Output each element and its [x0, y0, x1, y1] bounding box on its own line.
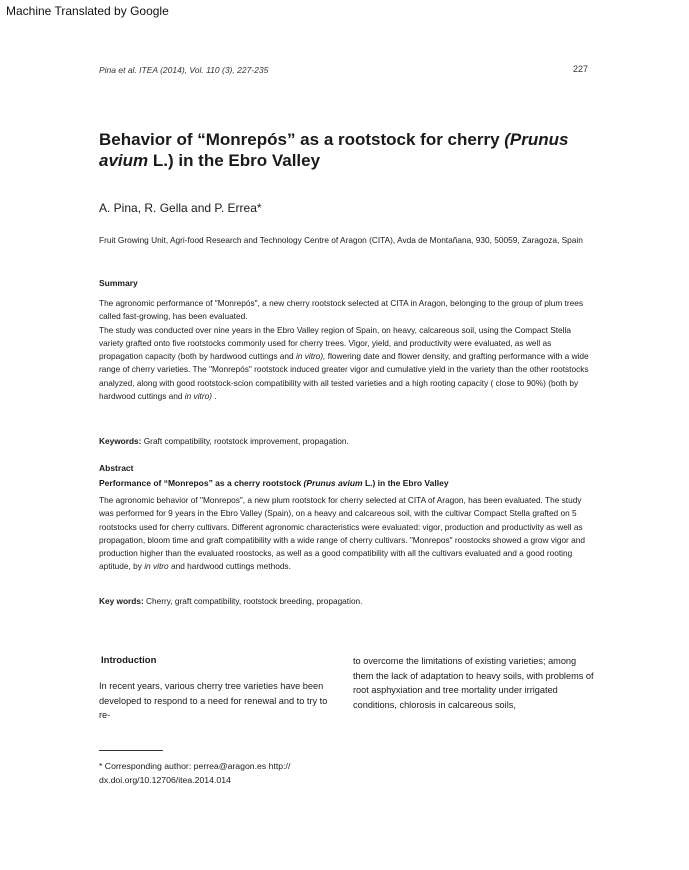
abstract-subtitle-b: L.) in the Ebro Valley	[362, 478, 449, 488]
paper-title	[99, 129, 599, 171]
summary-p2-text-a: The study was conducted over nine years in the Ebro Valley region of Spain, on heavy, calcareous soil, using the Compact Stella variety grafted onto five rootstocks commonly used for cherry trees. Vigor, yield, and productivity were evaluated, as well as propagation capacity (both by hardwood cuttings and	[99, 324, 571, 362]
summary-p2-text-c: .	[212, 391, 217, 402]
summary-p2-text-b: flowering date and flower density, and grafting performance with a wide range of cherry varieties. The "Monrepós" rootstock induced greater vigor and cumulative yield in the variety than the other rootstocks analyzed, along with good rootstock-scion compatibility with all tested varieties and a high rooting capacity ( close to 90%) (both by hardwood cuttings and	[99, 351, 589, 402]
abstract-subtitle	[99, 478, 449, 488]
footnote: * Corresponding author: perrea@aragon.es http:// dx.doi.org/10.12706/itea.2014.014	[99, 761, 291, 785]
keywords	[99, 436, 349, 446]
summary-paragraph-1: The agronomic performance of "Monrepós", a new cherry rootstock selected at CITA in Aragon, belonging to the group of plum trees called fast-growing, has been evaluated.	[99, 298, 583, 322]
translation-banner: Machine Translated by Google	[6, 4, 169, 18]
abstract-subtitle-italic: (Prunus avium	[303, 478, 363, 488]
key-words	[99, 596, 362, 606]
title-main: Behavior of “Monrepós” as a rootstock for cherry	[99, 130, 505, 149]
authors: A. Pina, R. Gella and P. Errea*	[99, 201, 262, 215]
summary-body	[99, 297, 595, 403]
key-words-text: Cherry, graft compatibility, rootstock breeding, propagation.	[143, 596, 363, 606]
abstract-body	[99, 494, 595, 574]
page-number: 227	[573, 64, 589, 74]
footnote-rule	[99, 750, 163, 751]
introduction-heading: Introduction	[101, 655, 157, 666]
introduction-left-column: In recent years, various cherry tree varieties have been developed to respond to a need for renewal and to try to re-	[99, 681, 328, 721]
affiliation: Fruit Growing Unit, Agri-food Research and Technology Centre of Aragon (CITA), Avda de Montañana, 930, 50059, Zaragoza, Spain	[99, 235, 583, 245]
title-species: (Prunus avium	[99, 130, 569, 170]
abstract-subtitle-a: Performance of “Monrepos” as a cherry rootstock	[99, 478, 304, 488]
abstract-heading: Abstract	[99, 463, 134, 473]
abstract-body-b: and hardwood cuttings methods.	[168, 561, 291, 572]
title-tail: L.) in the Ebro Valley	[148, 151, 321, 170]
abstract-body-italic: in vitro	[144, 561, 169, 572]
summary-p2-italic-1: in vitro),	[295, 351, 326, 362]
summary-p2-italic-2: in vitro)	[184, 391, 212, 402]
summary-heading: Summary	[99, 278, 138, 288]
keywords-text: Graft compatibility, rootstock improvement, propagation.	[141, 436, 349, 446]
summary-paragraph-2	[99, 324, 595, 404]
abstract-body-a: The agronomic behavior of "Monrepos", a new plum rootstock for cherry selected at CITA of Aragon, has been evaluated. The study was performed for 9 years in the Ebro Valley (Spain), on a heavy and calcareous soil, with the cultivar Compact Stella grafted on 5 rootstocks used for cherry cultivars. Different agronomic characteristics were evaluated: vigor, production and productivity as well as propagation, bloom time and graft compatibility with a wide range of cherry cultivars. "Monrepos" roostocks showed a grow vigor and production higher than the evaluated roostocks, as well as a good compatibility with all the cultivars evaluated and a good rooting aptitude, by	[99, 495, 585, 572]
introduction-right-column: to overcome the limitations of existing varieties; among them the lack of adaptation to heavy soils, with problems of root asphyxiation and tree mortality under irrigated conditions, chlorosis in calcareous soils,	[353, 656, 594, 710]
keywords-label: Keywords:	[99, 436, 142, 446]
journal-citation: Pina et al. ITEA (2014), Vol. 110 (3), 227-235	[99, 65, 269, 75]
key-words-label: Key words:	[99, 596, 144, 606]
